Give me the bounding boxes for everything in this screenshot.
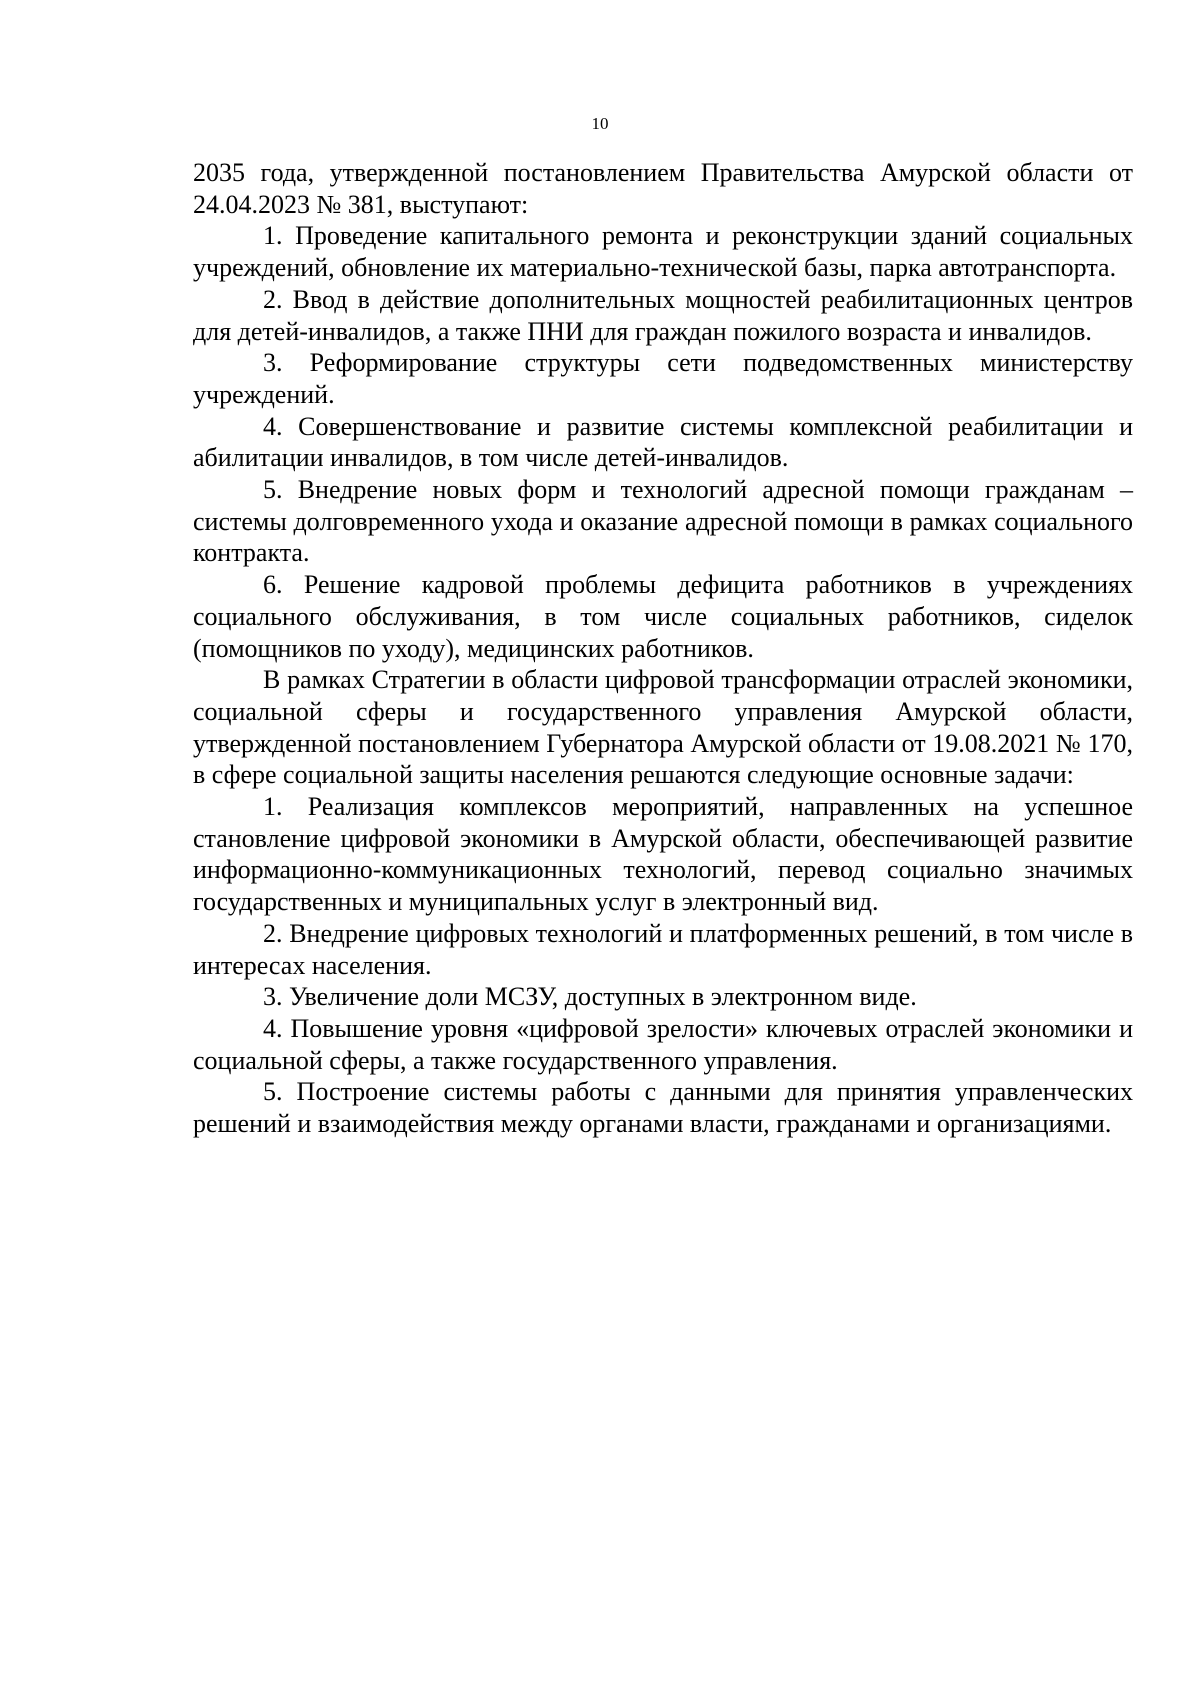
paragraph: 5. Построение системы работы с данными для принятия управленческих решений и взаимодействия между органами власти, гражданами и организациями. <box>193 1077 1133 1139</box>
paragraph: 2. Внедрение цифровых технологий и платформенных решений, в том числе в интересах населения. <box>193 918 1133 980</box>
paragraph: 3. Увеличение доли МСЗУ, доступных в электронном виде. <box>263 982 917 1012</box>
paragraph: 1. Реализация комплексов мероприятий, направленных на успешное становление цифровой экономики в Амурской области, обеспечивающей развитие информационно-коммуникационных технологий, перевод социально значимых государственных и муниципальных услуг в электронный вид. <box>193 792 1133 917</box>
paragraph: 1. Проведение капитального ремонта и реконструкции зданий социальных учреждений, обновление их материально-технической базы, парка автотранспорта. <box>193 221 1133 283</box>
paragraph: 3. Реформирование структуры сети подведомственных министерству учреждений. <box>193 348 1133 409</box>
paragraph: 2. Ввод в действие дополнительных мощностей реабилитационных центров для детей-инвалидов, а также ПНИ для граждан пожилого возраста и инвалидов. <box>193 284 1133 346</box>
paragraph: 5. Внедрение новых форм и технологий адресной помощи гражданам – системы долговременного ухода и оказание адресной помощи в рамках социального контракта. <box>193 475 1133 568</box>
paragraph: 2035 года, утвержденной постановлением Правительства Амурской области от 24.04.2023 № 381, выступают: <box>193 158 1133 219</box>
paragraph: В рамках Стратегии в области цифровой трансформации отраслей экономики, социальной сферы и государственного управления Амурской области, утвержденной постановлением Губернатора Амурской области от 19.08.2021 № 170, в сфере социальной защиты населения решаются следующие основные задачи: <box>193 665 1133 790</box>
paragraph: 4. Совершенствование и развитие системы комплексной реабилитации и абилитации инвалидов, в том числе детей-инвалидов. <box>193 411 1133 473</box>
page-number: 10 <box>591 114 609 133</box>
paragraph: 4. Повышение уровня «цифровой зрелости» ключевых отраслей экономики и социальной сферы, а также государственного управления. <box>193 1013 1133 1075</box>
document-body <box>193 157 1133 1140</box>
paragraph: 6. Решение кадровой проблемы дефицита работников в учреждениях социального обслуживания, в том числе социальных работников, сиделок (помощников по уходу), медицинских работников. <box>193 570 1133 663</box>
